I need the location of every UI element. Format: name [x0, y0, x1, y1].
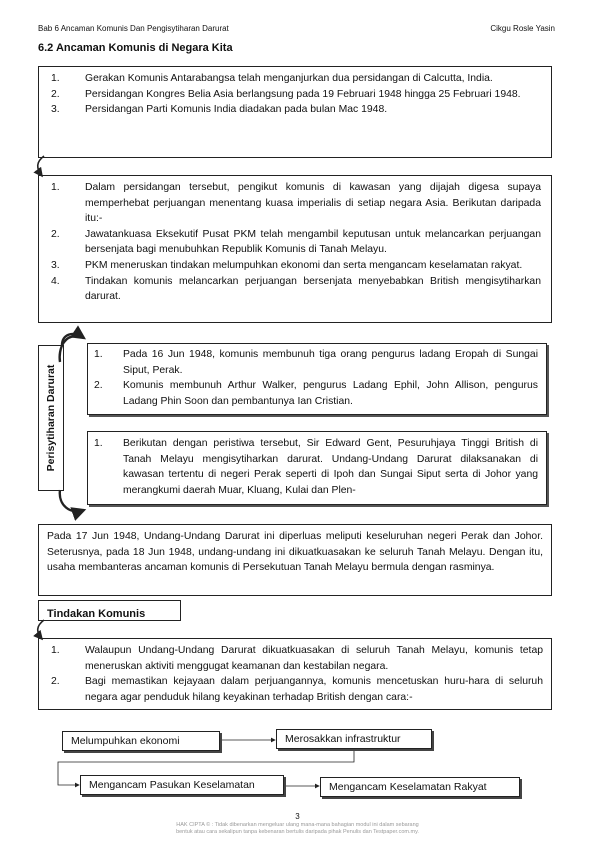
curved-arrow-tindakan-box6 [38, 620, 44, 639]
list-item: 1. Berikutan dengan peristiwa tersebut, Sir Edward Gent, Pesuruhjaya Tinggi British di Tanah Melayu mengisytiharkan darurat. Undang-Undang Darurat dilaksanakan di kawasan tertentu di negeri Perak seperti di Ipoh dan Sungai Siput serta di Johor yang merangkumi daerah Muar, Kluang, Kulai dan Plen- [94, 438, 538, 496]
list-item: 2. Persidangan Kongres Belia Asia berlangsung pada 19 Februari 1948 hingga 25 Februari 1948. [51, 88, 521, 100]
flow-melumpuhkan-ekonomi: Melumpuhkan ekonomi [62, 731, 220, 751]
page-number: 3 [295, 812, 300, 821]
list-item: 3. Persidangan Parti Komunis India diadakan pada bulan Mac 1948. [51, 104, 388, 116]
list-item: 1. Pada 16 Jun 1948, komunis membunuh tiga orang pengurus ladang Eropah di Sungai Siput, Perak. [94, 349, 538, 376]
arrow-step2-step3 [58, 751, 354, 785]
header-chapter-title: Bab 6 Ancaman Komunis Dan Pengisytiharan Darurat [38, 24, 229, 33]
emergency-extended-text: Pada 17 Jun 1948, Undang-Undang Darurat ini diperluas meliputi keseluruhan negeri Perak dan Johor. Seterusnya, pada 18 Jun 1948, undang-undang ini dikuatkuasakan ke seluruh Tanah Melayu. Dengan itu, usaha membanteras ancaman komunis di Persekutuan Tanah Melayu bermula dengan rasminya. [47, 531, 543, 574]
list-item: 1. Walaupun Undang-Undang Darurat dikuatkuasakan di seluruh Tanah Melayu, komunis tetap meneruskan aktiviti menggugat keamanan dan kestabilan negara. [51, 645, 543, 672]
flow-mengancam-keselamatan-rakyat: Mengancam Keselamatan Rakyat [320, 777, 520, 797]
copyright-note: HAK CIPTA © : Tidak dibenarkan mengeluar ulang mana-mana bahagian modul ini dalam sebarang bentuk atau cara sekalipun tanpa kebenaran bertulis daripada pihak Penulis dan Testpaper.com.my. [176, 822, 419, 835]
list-item: 3. PKM meneruskan tindakan melumpuhkan ekonomi dan serta mengancam keselamatan rakyat. [51, 259, 523, 271]
flow-mengancam-pasukan-keselamatan: Mengancam Pasukan Keselamatan [80, 775, 284, 795]
tindakan-komunis-label: Tindakan Komunis [38, 600, 181, 621]
list-item: 1. Gerakan Komunis Antarabangsa telah menganjurkan dua persidangan di Calcutta, India. [51, 73, 493, 84]
list-item: 2. Bagi memastikan kejayaan dalam perjuangannya, komunis mencetuskan huru-hara di seluruh negara agar penduduk hilang keyakinan terhadap British dengan cara:- [51, 676, 543, 703]
header-author: Cikgu Rosle Yasin [490, 24, 555, 33]
curved-arrow-box1-box2 [38, 156, 44, 176]
section-title: 6.2 Ancaman Komunis di Negara Kita [38, 42, 233, 54]
list-item: 1. Dalam persidangan tersebut, pengikut komunis di kawasan yang dijajah digesa supaya memperhebat perjuangan menentang kuasa imperialis di setiap negara Asia. Berikutan daripada itu:- [51, 182, 541, 225]
curved-arrow-bottom [60, 490, 84, 511]
list-item: 4. Tindakan komunis melancarkan perjuangan bersenjata menyebabkan British mengisytiharkan darurat. [51, 275, 541, 303]
list-item: 2. Komunis membunuh Arthur Walker, pengurus Ladang Ephil, John Allison, pengurus Ladang Phin Soon dan pembantunya Ian Cristian. [94, 380, 538, 407]
flow-merosakkan-infrastruktur: Merosakkan infrastruktur [276, 729, 432, 749]
side-label-perisytiharan-darurat: Perisytiharan Darurat [45, 364, 57, 472]
list-item: 2. Jawatankuasa Eksekutif Pusat PKM telah mengambil keputusan untuk melancarkan perjuangan bersenjata bagi menubuhkan Republik Komunis di Tanah Melayu. [51, 228, 541, 256]
